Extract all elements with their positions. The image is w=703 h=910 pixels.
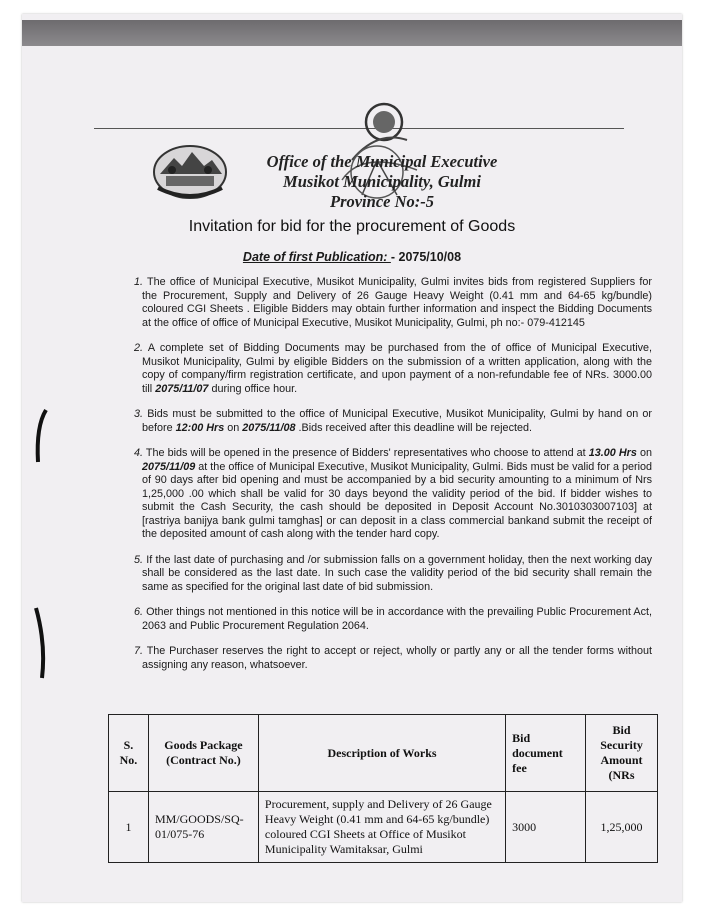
notice-item <box>134 645 652 672</box>
notice-item <box>134 342 652 396</box>
cell-description: Procurement, supply and Delivery of 26 Gauge Heavy Weight (0.41 mm and 64-65 kg/bundle) coloured CGI Sheets at Office of Musikot Municipality Wamitaksar, Gulmi <box>258 792 505 863</box>
scan-top-edge <box>22 20 682 46</box>
item-text: A complete set of Bidding Documents may be purchased from the of office of Municipal Executive, Musikot Municipality, Gulmi by eligible Bidders on the submission of a written application, along with the copy of company/firm registration certificate, and upon payment of a non-refundable fee of NRs. 3000.00 till <box>142 342 652 395</box>
notice-item <box>134 553 652 595</box>
ink-mark <box>30 604 52 682</box>
item-number: 5. <box>134 553 144 566</box>
notice-item <box>134 408 653 435</box>
cell-security: 1,25,000 <box>586 792 658 863</box>
item-number: 4. <box>134 447 144 459</box>
emphasis-text: 12:00 Hrs <box>175 421 225 434</box>
document-page <box>22 14 682 902</box>
publication-date-label: Date of first Publication: <box>242 250 391 264</box>
ink-mark <box>30 406 52 466</box>
item-text: during office hour. <box>208 382 298 395</box>
item-text: .Bids received after this deadline will be rejected. <box>295 421 532 434</box>
header-package: Goods Package (Contract No.) <box>148 715 258 792</box>
notice-item <box>134 447 652 542</box>
item-text: The bids will be opened in the presence of Bidders' representatives who choose to attend at <box>145 447 589 459</box>
item-text: Other things not mentioned in this notice will be in accordance with the prevailing Public Procurement Act, 2063 and Public Procurement Regulation 2064. <box>142 606 652 632</box>
bid-table <box>108 714 658 863</box>
item-text: The Purchaser reserves the right to accept or reject, wholly or partly any or all the tender forms without assigning any reason, whatsoever. <box>142 645 652 671</box>
notice-item <box>134 276 652 330</box>
header-security: Bid Security Amount (NRs <box>586 715 658 792</box>
emphasis-text: 2075/11/09 <box>142 460 196 473</box>
municipality-name: Musikot Municipality, Gulmi <box>283 172 481 191</box>
notice-item <box>134 606 652 633</box>
emphasis-text: 13.00 Hrs <box>588 447 637 459</box>
notice-title: Invitation for bid for the procurement of Goods <box>188 218 516 235</box>
cell-sno: 1 <box>109 792 149 863</box>
cell-package: MM/GOODS/SQ-01/075-76 <box>148 792 258 863</box>
item-text: on <box>224 421 243 434</box>
item-text: Bids must be submitted to the office of Municipal Executive, Musikot Municipality, Gulmi by hand on or before <box>142 408 653 434</box>
cell-fee: 3000 <box>506 792 586 863</box>
item-number: 3. <box>134 408 144 420</box>
item-number: 7. <box>134 645 144 657</box>
item-text: on <box>636 447 652 459</box>
item-number: 2. <box>134 342 144 354</box>
item-number: 6. <box>134 606 144 618</box>
publication-date-value: - 2075/10/08 <box>390 250 462 264</box>
emphasis-text: 2075/11/07 <box>155 382 209 395</box>
header-fee: Bid document fee <box>506 715 586 792</box>
item-text: at the office of Municipal Executive, Musikot Municipality, Gulmi. Bids must be valid for a period of 90 days after bid opening and must be accompanied by a bid security amounting to a minimum of Nrs 1,25,000 .00 which shall be valid for 30 days beyond the validity period of the bid. If bidder wishes to submit the Cash Security, the cash should be deposited in Deposit Account No.3010303007103] at [rastriya banijya bank gulmi tamghas] or can deposit in a class commercial bankand submit the receipt of the deposited amount of cash along with the tender hard copy. <box>142 460 652 540</box>
table-row <box>109 792 658 863</box>
header-sno: S. No. <box>109 715 149 792</box>
publication-date <box>22 250 682 264</box>
province-name: Province No:-5 <box>329 192 434 211</box>
item-text: If the last date of purchasing and /or submission falls on a government holiday, then the next working day shall be considered as the last date. In such case the validity period of the bid security shall remain the same as specified for the original last date of bid submission. <box>142 553 652 593</box>
notice-items <box>118 276 652 672</box>
item-number: 1. <box>134 276 144 288</box>
emphasis-text: 2075/11/08 <box>242 421 296 434</box>
header-description: Description of Works <box>258 715 505 792</box>
office-title: Office of the Municipal Executive <box>266 152 498 171</box>
table-header-row <box>109 715 658 792</box>
item-text: The office of Municipal Executive, Musikot Municipality, Gulmi invites bids from registered Suppliers for the Procurement, Supply and Delivery of 26 Gauge Heavy Weight (0.41 mm and 64-65 kg/bundle) coloured CGI Sheets . Eligible Bidders may obtain further information and inspect the Bidding Documents at the office of office of Municipal Executive, Musikot Municipality, Gulmi, ph no:- 079-412145 <box>142 276 652 329</box>
